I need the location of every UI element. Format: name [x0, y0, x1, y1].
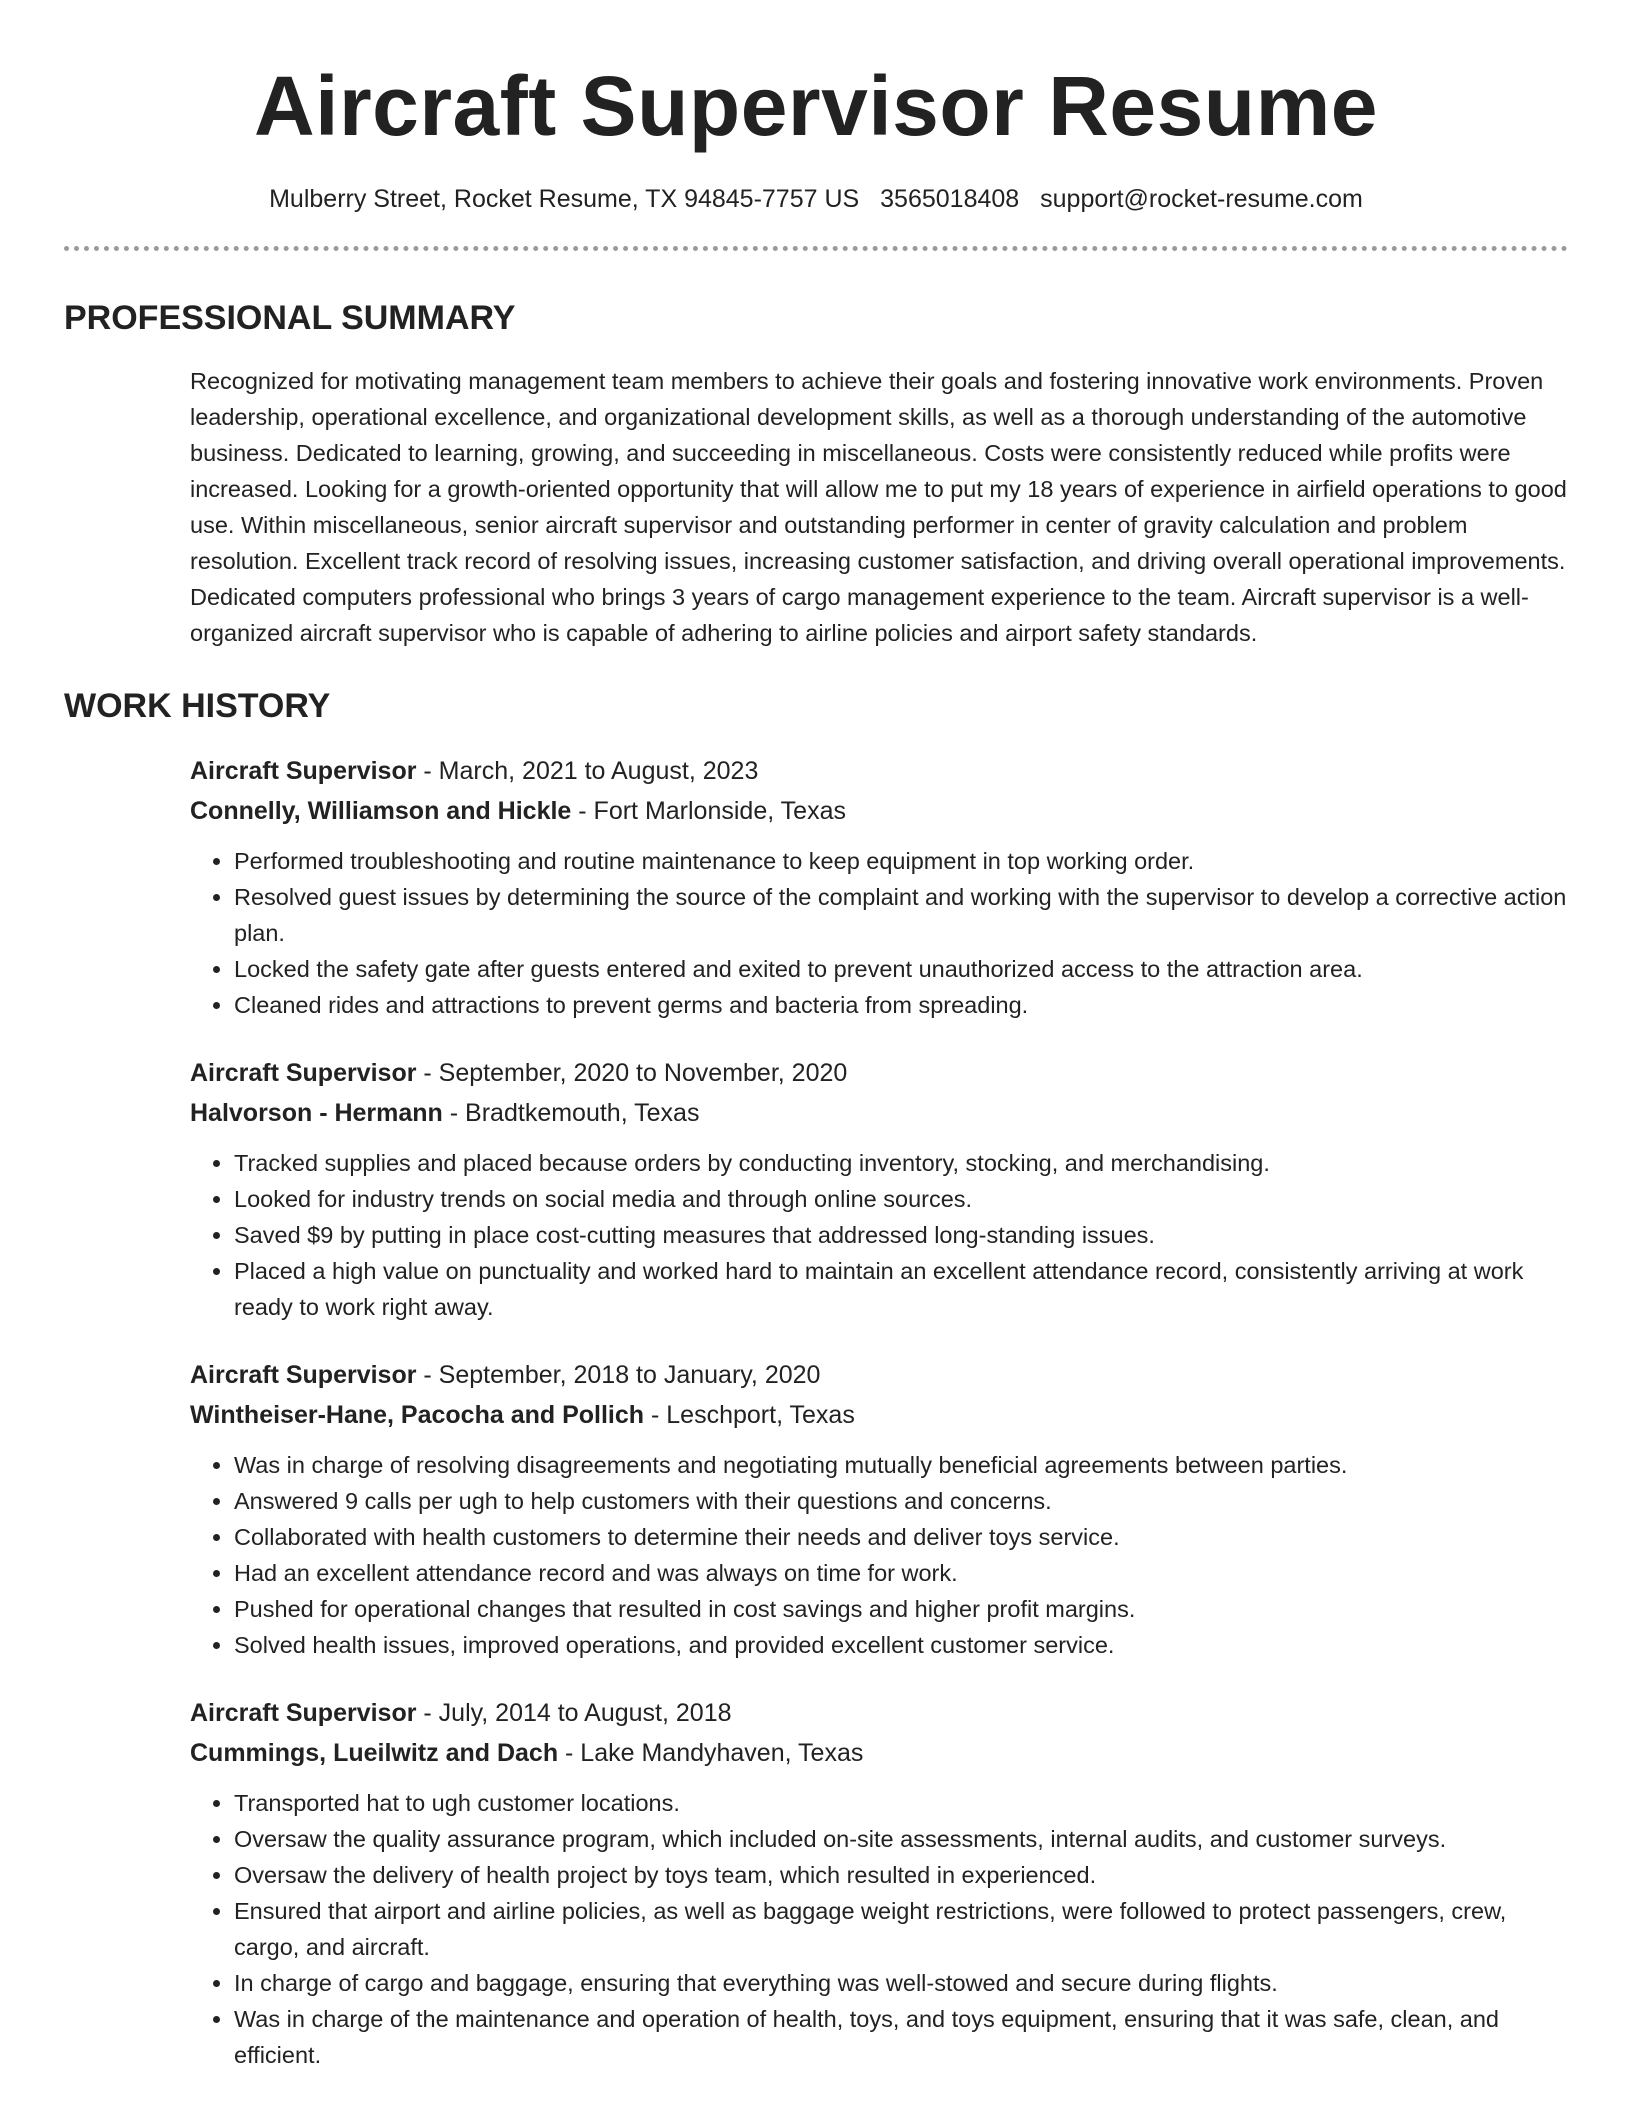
job-title: Aircraft Supervisor	[190, 1059, 417, 1087]
job-bullet: • Tracked supplies and placed because orders by conducting inventory, stocking, and merchandising.	[234, 1145, 1568, 1181]
section-heading-work-history: WORK HISTORY	[64, 687, 331, 725]
job-company-line	[190, 1733, 1568, 1773]
job-title-line	[190, 1355, 1568, 1395]
job-bullet: • Looked for industry trends on social media and through online sources.	[234, 1181, 1568, 1217]
job-bullet: • Locked the safety gate after guests entered and exited to prevent unauthorized access to the attraction area.	[234, 951, 1568, 987]
job-bullets	[190, 1785, 1568, 2073]
contact-line	[64, 182, 1568, 216]
job-bullet: • Oversaw the delivery of health project by toys team, which resulted in experienced.	[234, 1857, 1568, 1893]
job-title: Aircraft Supervisor	[190, 1361, 417, 1389]
job-company: Cummings, Lueilwitz and Dach	[190, 1739, 559, 1767]
job-bullets	[190, 843, 1568, 1023]
job-bullets	[190, 1447, 1568, 1663]
job-bullet: • Pushed for operational changes that resulted in cost savings and higher profit margins.	[234, 1591, 1568, 1627]
job-bullet: • Answered 9 calls per ugh to help customers with their questions and concerns.	[234, 1483, 1568, 1519]
job-bullet: • Was in charge of the maintenance and operation of health, toys, and toys equipment, ensuring that it was safe, clean, and efficient.	[234, 2001, 1568, 2073]
contact-phone: 3565018408	[880, 185, 1020, 213]
job-title-line	[190, 1693, 1568, 1733]
section-heading-summary: PROFESSIONAL SUMMARY	[64, 299, 516, 337]
job-company: Wintheiser-Hane, Pacocha and Pollich	[190, 1401, 645, 1429]
resume-page	[64, 0, 1568, 2073]
job-dates: - March, 2021 to August, 2023	[416, 757, 759, 785]
job-bullets	[190, 1145, 1568, 1325]
job-entry	[190, 751, 1568, 1023]
job-bullet: • Oversaw the quality assurance program, which included on-site assessments, internal audits, and customer surveys.	[234, 1821, 1568, 1857]
job-dates: - September, 2020 to November, 2020	[416, 1059, 848, 1087]
job-bullet: • Transported hat to ugh customer locations.	[234, 1785, 1568, 1821]
summary-text: Recognized for motivating management team members to achieve their goals and fostering innovative work environments. Proven leadership, operational excellence, and organizational development skills, as well as a thorough understanding of the automotive business. Dedicated to learning, growing, and succeeding in miscellaneous. Costs were consistently reduced while profits were increased. Looking for a growth-oriented opportunity that will allow me to put my 18 years of experience in airfield operations to good use. Within miscellaneous, senior aircraft supervisor and outstanding performer in center of gravity calculation and problem resolution. Excellent track record of resolving issues, increasing customer satisfaction, and driving overall operational improvements. Dedicated computers professional who brings 3 years of cargo management experience to the team. Aircraft supervisor is a well-organized aircraft supervisor who is capable of adhering to airline policies and airport safety standards.	[190, 368, 1567, 646]
job-title: Aircraft Supervisor	[190, 1699, 417, 1727]
job-bullet: • Collaborated with health customers to determine their needs and deliver toys service.	[234, 1519, 1568, 1555]
job-bullet: • Was in charge of resolving disagreements and negotiating mutually beneficial agreements between parties.	[234, 1447, 1568, 1483]
job-company: Halvorson - Hermann	[190, 1099, 443, 1127]
job-dates: - July, 2014 to August, 2018	[416, 1699, 732, 1727]
job-company-line	[190, 1093, 1568, 1133]
header-divider	[64, 246, 1568, 251]
job-bullet: • Placed a high value on punctuality and worked hard to maintain an excellent attendance record, consistently arriving at work ready to work right away.	[234, 1253, 1568, 1325]
job-title: Aircraft Supervisor	[190, 757, 417, 785]
job-title-line	[190, 751, 1568, 791]
job-bullet: • Ensured that airport and airline policies, as well as baggage weight restrictions, were followed to protect passengers, crew, cargo, and aircraft.	[234, 1893, 1568, 1965]
job-bullet: • Had an excellent attendance record and was always on time for work.	[234, 1555, 1568, 1591]
job-entry	[190, 1053, 1568, 1325]
job-bullet: • Solved health issues, improved operations, and provided excellent customer service.	[234, 1627, 1568, 1663]
job-entry	[190, 1355, 1568, 1663]
resume-title: Aircraft Supervisor Resume	[253, 59, 1379, 153]
job-location: - Leschport, Texas	[644, 1401, 855, 1429]
job-company-line	[190, 791, 1568, 831]
job-bullet: • Saved $9 by putting in place cost-cutting measures that addressed long-standing issues.	[234, 1217, 1568, 1253]
job-bullet: • Performed troubleshooting and routine maintenance to keep equipment in top working order.	[234, 843, 1568, 879]
job-location: - Bradtkemouth, Texas	[442, 1099, 700, 1127]
work-history-section	[64, 685, 1568, 2073]
job-entry	[190, 1693, 1568, 2073]
job-title-line	[190, 1053, 1568, 1093]
job-bullet: • Cleaned rides and attractions to prevent germs and bacteria from spreading.	[234, 987, 1568, 1023]
job-dates: - September, 2018 to January, 2020	[416, 1361, 821, 1389]
job-company-line	[190, 1395, 1568, 1435]
contact-email: support@rocket-resume.com	[1040, 185, 1363, 213]
contact-address: Mulberry Street, Rocket Resume, TX 94845-7757 US	[269, 185, 860, 213]
job-bullet: • Resolved guest issues by determining the source of the complaint and working with the supervisor to develop a corrective action plan.	[234, 879, 1568, 951]
job-bullet: • In charge of cargo and baggage, ensuring that everything was well-stowed and secure during flights.	[234, 1965, 1568, 2001]
professional-summary-section	[64, 297, 1568, 651]
job-location: - Lake Mandyhaven, Texas	[558, 1739, 864, 1767]
job-location: - Fort Marlonside, Texas	[571, 797, 846, 825]
job-company: Connelly, Williamson and Hickle	[190, 797, 572, 825]
